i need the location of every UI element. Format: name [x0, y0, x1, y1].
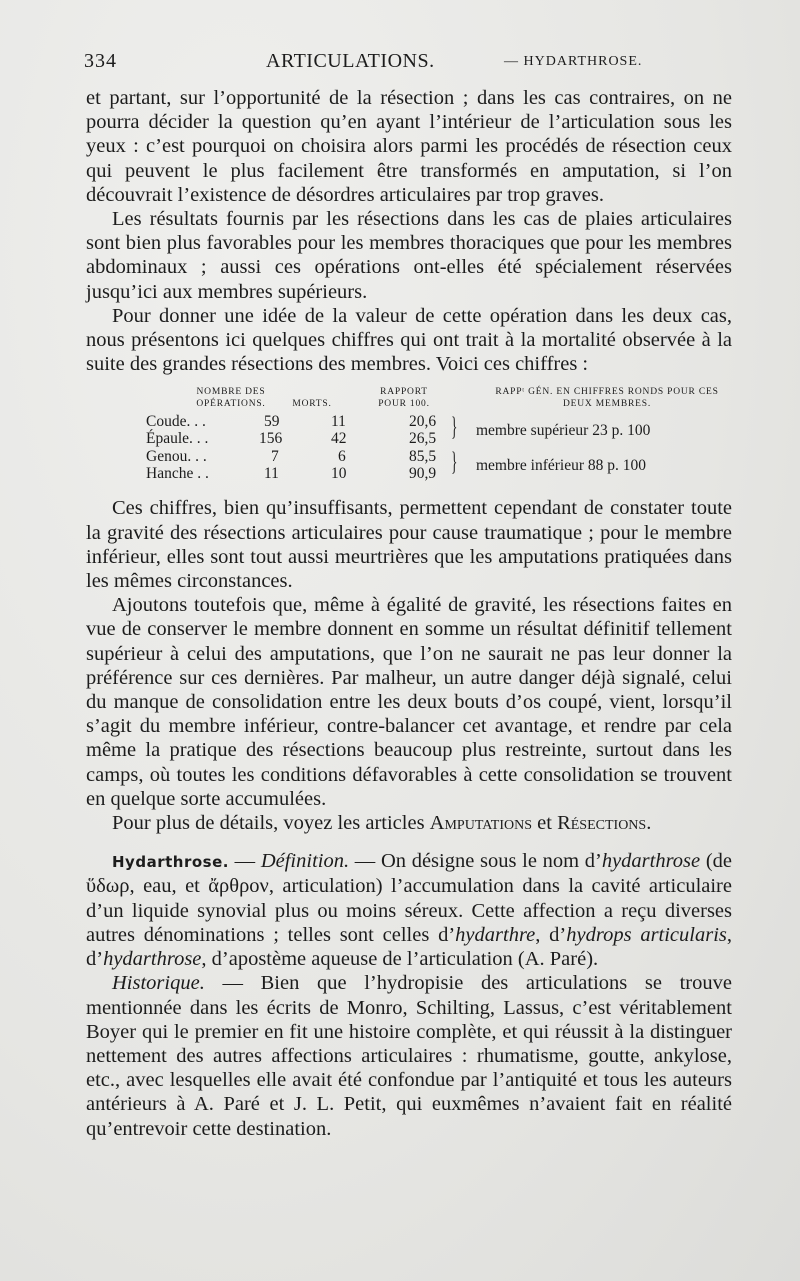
summary-lower-limb: membre inférieur 88 p. 100	[476, 457, 647, 475]
brace-lower: }	[451, 447, 458, 477]
page-number: 334	[84, 50, 117, 72]
ref-amputations: Amputations	[429, 812, 533, 835]
th-operations: NOMBRE DES OPÉRATIONS.	[196, 387, 266, 410]
section-gap	[86, 835, 732, 849]
ref-resections: Résections	[557, 812, 647, 835]
page-body	[86, 86, 732, 1141]
paragraph-results: Les résultats fournis par les résections dans les cas de plaies articulaires sont bien plus favorables pour les membres thoraciques que pour les membres abdominaux ; aussi ces opérations ont-elles été spécialement réservées jusqu’ici aux membres supérieurs.	[86, 208, 732, 303]
brace-upper: }	[451, 412, 458, 442]
th-morts: MORTS.	[292, 399, 332, 410]
paragraph-see-also: Pour plus de détails, voyez les articles Amputations et Résections.	[112, 812, 652, 835]
paragraph-figures-comment: Ces chiffres, bien qu’insuffisants, permettent cependant de constater toute la gravité des résections articulaires pour cause traumatique ; pour le membre inférieur, elles sont tout aussi meurtrières que les amputations pratiquées dans les mêmes circonstances.	[86, 497, 732, 593]
paragraph-historique: Historique. — Bien que l’hydropisie des articulations se trouve mentionnée dans les écrits de Monro, Schilting, Lassus, c’est véritablement Boyer qui le premier en fit une histoire complète, et qui réussit à la distinguer nettement des autres affections articulaires : rhumatisme, goutte, ankylose, etc., avec lesquelles elle avait été confondue par l’antiquité et tous les auteurs antérieurs à A. Paré et J. L. Petit, qui euxmêmes n’avaient fait en réalité qu’entrevoir cette destination.	[86, 972, 732, 1140]
th-rapport: RAPPORT POUR 100.	[378, 387, 430, 410]
th-rapport-general: RAPPᵗ GÉN. EN CHIFFRES RONDS POUR CES DEUX MEMBRES.	[495, 387, 719, 410]
paragraph-additional: Ajoutons toutefois que, même à égalité de gravité, les résections faites en vue de conserver le membre donnent en somme un résultat définitif tellement supérieur à celui des amputations, que l’on ne saurait ne pas leur donner la préférence sur ces dernières. Par malheur, un autre danger déjà signalé, celui du manque de consolidation entre les deux bouts d’os coupé, vient, lorsqu’il s’agit du membre inférieur, contre-balancer cet avantage, et rendre par cela même la pratique des résections beaucoup plus restreinte, surtout dans les camps, où toutes les conditions défavorables à cette consolidation se trouvent en quelque sorte accumulées.	[86, 594, 732, 810]
paragraph-hydarthrose-definition: Hydarthrose. — Définition. — On désigne sous le nom d’hydarthrose (de ὕδωρ, eau, et ἄρθρον, articulation) l’accumulation dans la cavité articulaire d’un liquide synovial plus ou moins séreux. Cette affection a reçu diverses autres dénominations ; telles sont celles d’hydarthre, d’hydrops articularis, d’hydarthrose, d’apostème aqueuse de l’articulation (A. Paré).	[86, 850, 733, 971]
running-header	[84, 50, 730, 78]
paragraph-figures-intro: Pour donner une idée de la valeur de cette opération dans les deux cas, nous présentons ici quelques chiffres qui ont trait à la mortalité observée à la suite des grandes résections des membres. Voici ces chiffres :	[86, 304, 732, 376]
entry-heading: Hydarthrose.	[112, 853, 229, 872]
running-subtitle: — HYDARTHROSE.	[504, 54, 643, 69]
paragraph-continuation: et partant, sur l’opportunité de la résection ; dans les cas contraires, on ne pourra décider la question qu’en ayant l’intérieur de l’articulation sous les yeux : c’est pourquoi on choisira alors parmi les procédés de résection ceux qui peuvent le plus facilement être transformés en amputation, si l’on découvrait l’existence de désordres articulaires par trop graves.	[86, 87, 732, 206]
running-title: ARTICULATIONS.	[266, 50, 435, 72]
summary-upper-limb: membre supérieur 23 p. 100	[476, 422, 651, 440]
mortality-table: NOMBRE DES OPÉRATIONS. MORTS. RAPPORT POUR 100. RAPPᵗ GÉN. EN CHIFFRES RONDS POUR CES DEUX MEMBRES. Coude. . . 59 11 20,6 Épaule. . . 156 42 26,5 Genou. . . 7 6 85,5 Hanche . . 11 10 90,9 } } membre supérieur 23 p. 100 membre inférieur 88 p. 100	[86, 382, 732, 490]
